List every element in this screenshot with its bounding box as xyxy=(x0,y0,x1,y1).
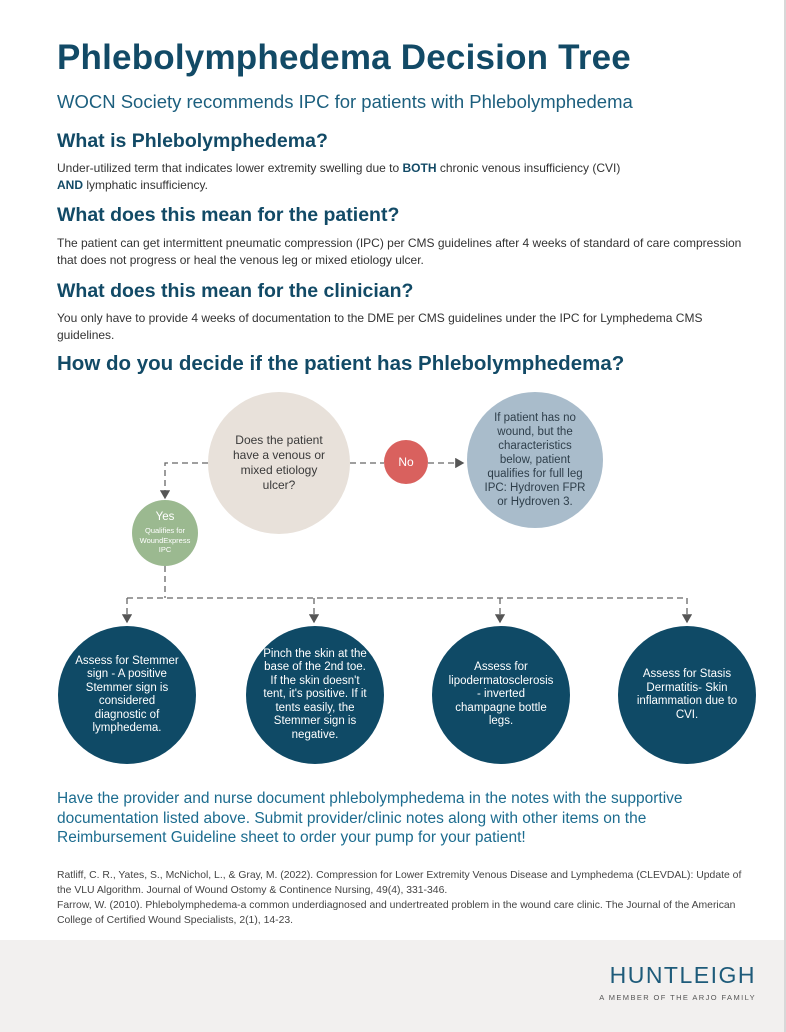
clinician-text: You only have to provide 4 weeks of documentation to the DME per CMS guidelines under the IPC for Lymphedema CMS guidelines. xyxy=(57,311,703,342)
step-node-stasis-dermatitis xyxy=(618,626,756,764)
patient-text: The patient can get intermittent pneumatic compression (IPC) per CMS guidelines after 4 weeks of standard of care compression that does not progress or heal the venous leg or mixed etiology ulcer. xyxy=(57,236,742,267)
connector-question-yes xyxy=(165,463,208,498)
callout-text: Have the provider and nurse document phlebolymphedema in the notes with the supportive documentation listed above. Submit provider/clinic notes along with other items on the Reimbursement Guideline sheet to order your pump for your patient! xyxy=(57,790,683,846)
no-outcome-text: If patient has no wound, but the characteristics below, patient qualifies for full leg IPC: Hydroven FPR or Hydroven 3. xyxy=(484,412,586,508)
reference-item: Ratliff, C. R., Yates, S., McNichol, L., & Gray, M. (2022). Compression for Lower Extremity Venous Disease and Lymphedema (CLEVDAL): Update of the VLU Algorithm. Journal of Wound Ostomy & Continence Nursing, 49(4), 331-346. xyxy=(57,870,742,896)
heading-what-is: What is Phlebolymphedema? xyxy=(57,130,328,152)
no-label: No xyxy=(398,455,414,469)
question-node xyxy=(208,392,350,534)
what-is-bold-and: AND xyxy=(57,178,83,192)
what-is-text-part-3: lymphatic insufficiency. xyxy=(83,178,208,192)
step-text: Pinch the skin at the base of the 2nd toe. If the skin doesn't tent, it's positive. If it tents easily, the Stemmer sign is negative. xyxy=(263,647,367,741)
heading-clinician: What does this mean for the clinician? xyxy=(57,280,414,302)
yes-node xyxy=(132,500,198,566)
step-text: Assess for Stasis Dermatitis- Skin inflammation due to CVI. xyxy=(636,668,738,721)
brand-logo-text: HUNTLEIGH xyxy=(609,962,756,988)
step-node-lipodermatosclerosis xyxy=(432,626,570,764)
step-text: Assess for lipodermatosclerosis - inverted champagne bottle legs. xyxy=(448,661,554,728)
heading-patient: What does this mean for the patient? xyxy=(57,204,400,226)
step-text: Assess for Stemmer sign - A positive Stemmer sign is considered diagnostic of lymphedema. xyxy=(75,654,179,734)
question-text: Does the patient have a venous or mixed etiology ulcer? xyxy=(232,433,326,492)
heading-decide: How do you decide if the patient has Phlebolymphedema? xyxy=(57,352,625,375)
step-node-pinch xyxy=(246,626,384,764)
references xyxy=(57,868,757,928)
page-subtitle: WOCN Society recommends IPC for patients with Phlebolymphedema xyxy=(57,91,633,112)
brand-logo xyxy=(599,962,756,1002)
brand-tagline: A MEMBER OF THE ARJO FAMILY xyxy=(599,993,756,1002)
what-is-text-part-2: chronic venous insufficiency (CVI) xyxy=(436,161,621,175)
yes-outcome-text: Qualifies for WoundExpress IPC xyxy=(139,526,191,555)
reference-item: Farrow, W. (2010). Phlebolymphedema-a common underdiagnosed and undertreated problem in the wound care clinic. The Journal of the American College of Certified Wound Specialists, 2(1), 14-23. xyxy=(57,900,736,926)
yes-label: Yes xyxy=(155,511,175,524)
page-title: Phlebolymphedema Decision Tree xyxy=(57,38,631,77)
step-node-stemmer xyxy=(58,626,196,764)
what-is-bold-both: BOTH xyxy=(402,161,437,175)
no-node xyxy=(384,440,428,484)
what-is-text-part-1: Under-utilized term that indicates lower extremity swelling due to xyxy=(57,161,403,175)
no-outcome-node xyxy=(467,392,603,528)
